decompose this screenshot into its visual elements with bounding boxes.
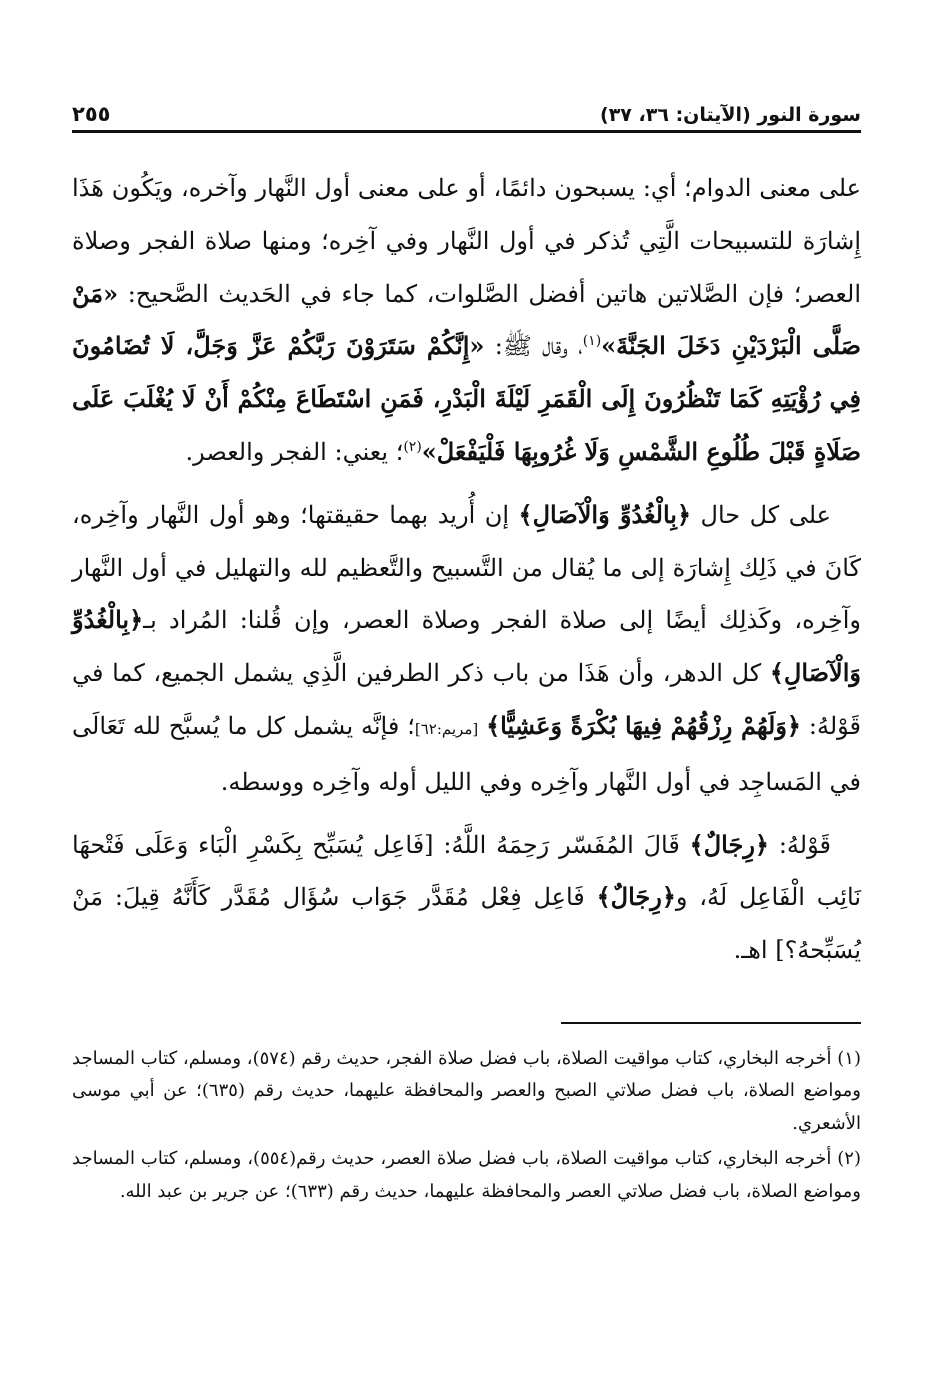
page-number: ٢٥٥	[72, 102, 111, 126]
quran-verse-2: ﴿بِالْغُدُوِّ وَالْآصَالِ﴾	[72, 605, 861, 688]
paragraph-1	[72, 162, 861, 479]
p2-text-3: كل الدهر، وأن هَذَا من باب ذكر الطرفين الَّذِي يشمل الجميع، كما في قَوْلهُ:	[72, 659, 862, 740]
p2-text-2: إن أُريد بهما حقيقتها؛ وهو أول النَّهار وآخِره، كَانَ في ذَلِك إِشارَة إلى ما يُقال من التَّسبيح والتَّعظيم لله والتهليل في أول النَّهار وآخِره، وكَذلِك أيضًا إلى صلاة الفجر وصلاة العصر، وإن قُلنا: المُراد بـ	[72, 500, 861, 635]
p2-text-4: ؛ فإنَّه يشمل كل ما يُسبَّح لله تَعَالَى في المَساجِد في أول النَّهار وآخِره وفي الليل أوله وآخِره ووسطه.	[72, 711, 861, 796]
p1-end: ؛ يعني: الفجر والعصر.	[185, 437, 404, 466]
verse-reference: [مريم:٦٢]	[414, 719, 479, 738]
hadith-quote-1: «مَنْ صَلَّى الْبَرْدَيْنِ دَخَلَ الجَنَّةَ»	[72, 278, 862, 361]
p1-intro: على معنى الدوام؛ أي: يسبحون دائمًا، أو على معنى أول النَّهار وآخره، ويَكُون هَذَا إِشارَة للتسبيحات الَّتِي تُذكر في أول النَّهار وفي آخِره؛ ومنها صلاة الفجر وصلاة العصر؛ فإن الصَّلاتين هاتين أفضل الصَّلوات، كما جاء في الحَديث الصَّحيح:	[72, 174, 861, 308]
p3-text-2: قَالَ المُفَسّر رَحِمَهُ اللَّهُ: [فَاعِل يُسَبِّح بِكَسْرِ الْبَاء وَعَلَى فَتْحهَا نَائِب الْفَاعِل لَهُ، و	[72, 830, 861, 912]
p3-text-1: قَوْلهُ:	[778, 830, 831, 859]
footnote-2: (٢) أخرجه البخاري، كتاب مواقيت الصلاة، باب فضل صلاة العصر، حديث رقم(٥٥٤)، ومسلم، كتاب المساجد ومواضع الصلاة، باب فضل صلاتي العصر والمحافظة عليهما، حديث رقم (٦٣٣)؛ عن جرير بن عبد الله.	[72, 1148, 861, 1202]
footnote-ref-1: (١)	[582, 333, 602, 350]
footnote-1: (١) أخرجه البخاري، كتاب مواقيت الصلاة، باب فضل صلاة الفجر، حديث رقم (٥٧٤)، ومسلم، كتاب المساجد ومواضع الصلاة، باب فضل صلاتي الصبح والعصر والمحافظة عليهما، حديث رقم (٦٣٥)؛ عن أبي موسى الأشعري.	[72, 1048, 861, 1134]
footnotes	[72, 1043, 861, 1211]
footnote-divider	[561, 1022, 861, 1024]
hadith-quote-2: «إِنَّكُمْ سَتَرَوْنَ رَبَّكُمْ عَزَّ وَجَلَّ، لَا تُضَامُونَ فِي رُؤْيَتِهِ كَمَا تَنْظُرُونَ إِلَى الْقَمَرِ لَيْلَةَ الْبَدْرِ، فَمَنِ اسْتَطَاعَ مِنْكُمْ أَنْ لَا يُغْلَبَ عَلَى صَلَاةٍ قَبْلَ طُلُوعِ الشَّمْسِ وَلَا غُرُوبِهَا فَلْيَفْعَلْ»	[72, 331, 861, 466]
quran-verse-1: ﴿بِالْغُدُوِّ وَالْآصَالِ﴾	[518, 499, 692, 529]
footnote-ref-2: (٢)	[403, 438, 422, 455]
running-title: سورة النور (الآيتان: ٣٦، ٣٧)	[600, 104, 861, 126]
paragraph-3	[72, 819, 861, 977]
header-divider	[72, 130, 861, 133]
p3-text-3: فَاعِل فِعْل مُقَدَّر جَوَاب سُؤَال مُقَدَّر كَأَنَّهُ قِيلَ: مَنْ يُسَبِّحهُ؟] اهـ.	[72, 883, 861, 965]
paragraph-2	[72, 489, 861, 809]
p1-mid: ، وقال ﷺ:	[494, 332, 583, 361]
page-header	[72, 92, 861, 126]
quran-word-2: ﴿رِجَالٌ﴾	[596, 882, 676, 912]
quran-word-1: ﴿رِجَالٌ﴾	[689, 829, 769, 859]
main-text	[72, 162, 861, 987]
quran-verse-3: ﴿وَلَهُمْ رِزْقُهُمْ فِيهَا بُكْرَةً وَعَشِيًّا﴾	[486, 710, 801, 740]
p2-text-1: على كل حال	[700, 500, 831, 529]
